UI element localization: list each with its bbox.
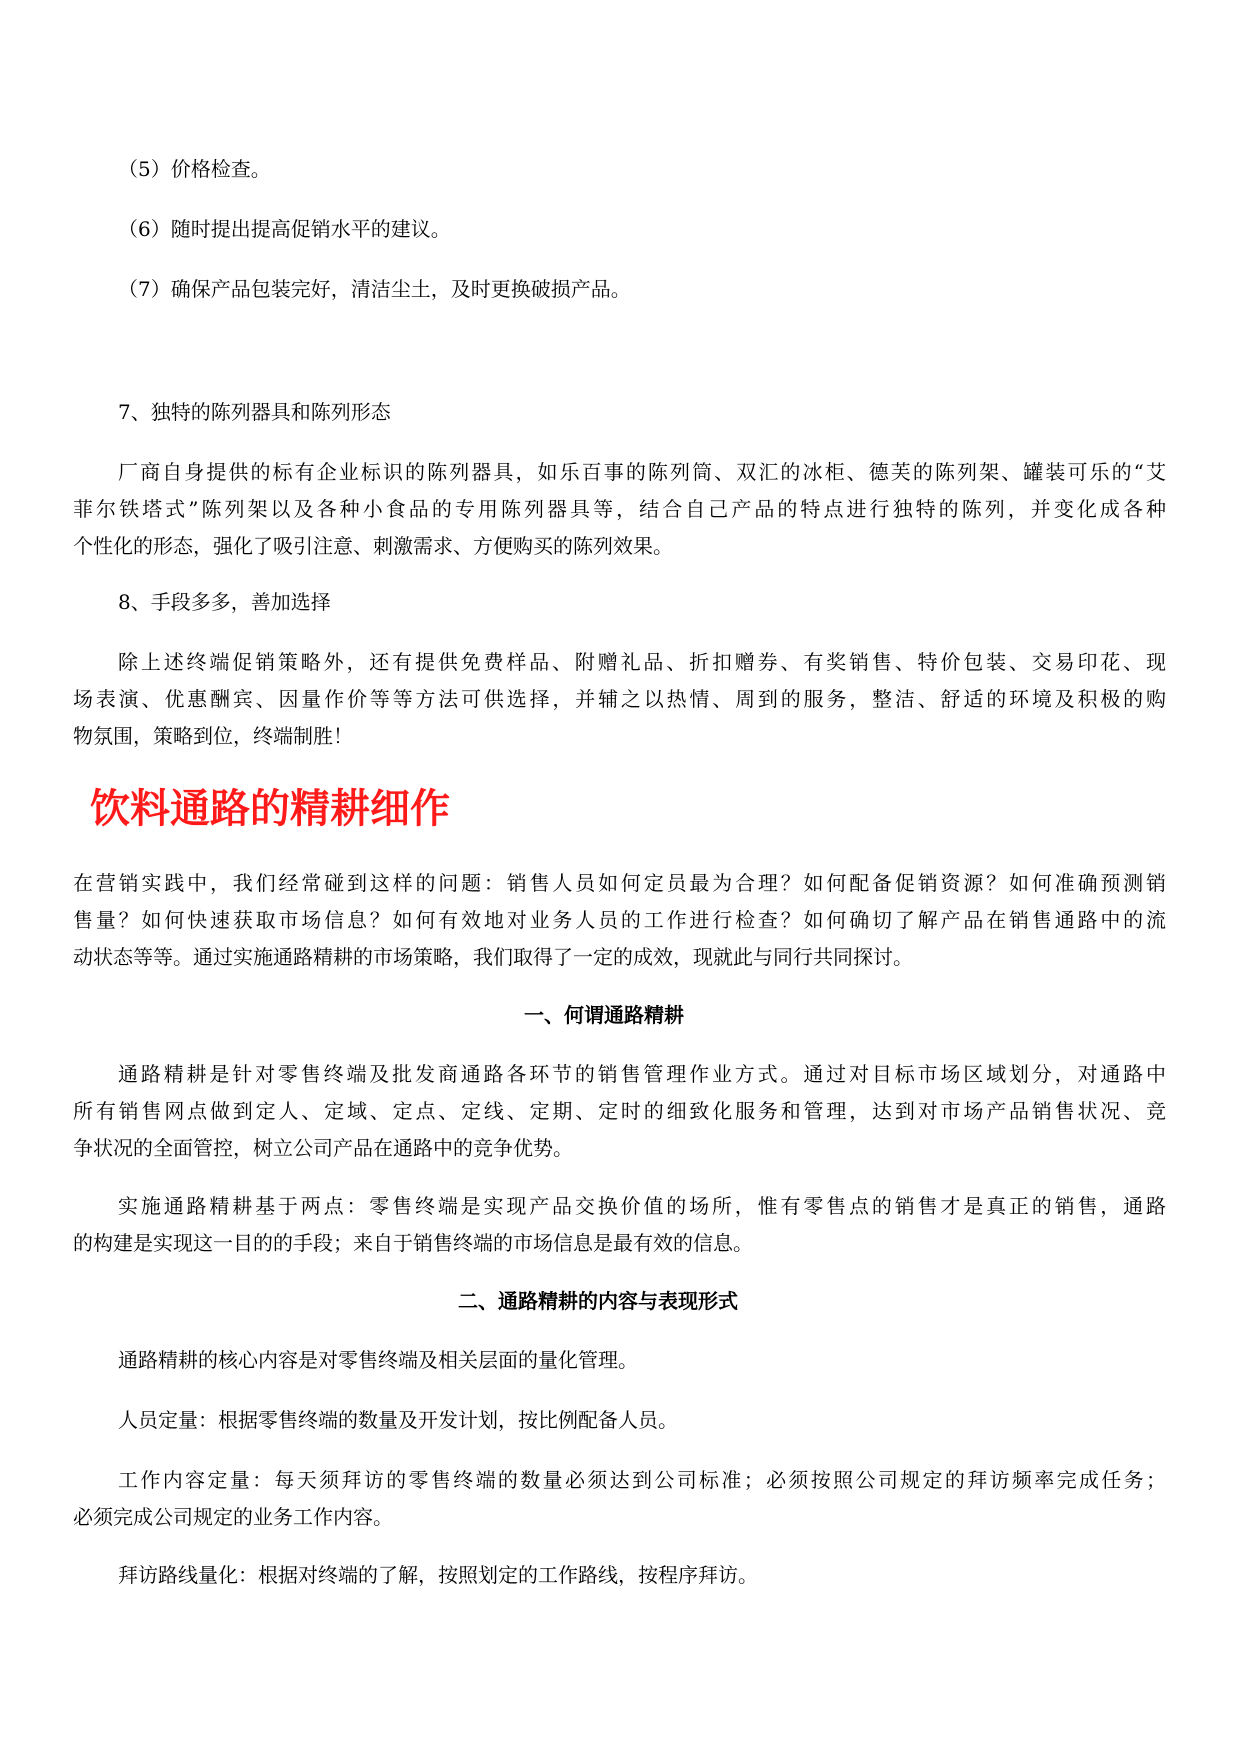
- intro-line: 售量？如何快速获取市场信息？如何有效地对业务人员的工作进行检查？如何确切了解产品在销售通路中的流: [73, 908, 1166, 932]
- list-item-5: （5）价格检查。: [118, 157, 271, 181]
- paragraph-line: 争状况的全面管控，树立公司产品在通路中的竞争优势。: [73, 1136, 573, 1160]
- paragraph-line: 拜访路线量化：根据对终端的了解，按照划定的工作路线，按程序拜访。: [118, 1563, 758, 1587]
- section-8-line: 除上述终端促销策略外，还有提供免费样品、附赠礼品、折扣赠券、有奖销售、特价包装、交易印花、现: [118, 650, 1166, 674]
- section-7-line: 个性化的形态，强化了吸引注意、刺激需求、方便购买的陈列效果。: [73, 534, 673, 558]
- list-item-6: （6）随时提出提高促销水平的建议。: [118, 217, 451, 241]
- paragraph-line: 人员定量：根据零售终端的数量及开发计划，按比例配备人员。: [118, 1408, 678, 1432]
- paragraph-line: 必须完成公司规定的业务工作内容。: [73, 1505, 393, 1529]
- section-7-line: 菲尔铁塔式”陈列架以及各种小食品的专用陈列器具等，结合自己产品的特点进行独特的陈列，并变化成各种: [73, 497, 1166, 521]
- paragraph-line: 工作内容定量：每天须拜访的零售终端的数量必须达到公司标准；必须按照公司规定的拜访频率完成任务；: [118, 1468, 1166, 1492]
- article-title: 饮料通路的精耕细作: [90, 786, 450, 832]
- intro-line: 在营销实践中，我们经常碰到这样的问题：销售人员如何定员最为合理？如何配备促销资源？如何准确预测销: [73, 871, 1166, 895]
- section-8-heading: 8、手段多多，善加选择: [118, 590, 331, 614]
- paragraph-line: 通路精耕的核心内容是对零售终端及相关层面的量化管理。: [118, 1348, 638, 1372]
- section-heading-1: 一、何谓通路精耕: [524, 1003, 684, 1027]
- paragraph-line: 通路精耕是针对零售终端及批发商通路各环节的销售管理作业方式。通过对目标市场区域划分，对通路中: [118, 1062, 1166, 1086]
- intro-line: 动状态等等。通过实施通路精耕的市场策略，我们取得了一定的成效，现就此与同行共同探讨。: [73, 945, 913, 969]
- section-7-heading: 7、独特的陈列器具和陈列形态: [118, 400, 391, 424]
- section-8-line: 场表演、优惠酬宾、因量作价等等方法可供选择，并辅之以热情、周到的服务，整洁、舒适的环境及积极的购: [73, 687, 1166, 711]
- section-7-line: 厂商自身提供的标有企业标识的陈列器具，如乐百事的陈列筒、双汇的冰柜、德芙的陈列架、罐装可乐的“艾: [118, 460, 1166, 484]
- paragraph-line: 所有销售网点做到定人、定域、定点、定线、定期、定时的细致化服务和管理，达到对市场产品销售状况、竞: [73, 1099, 1166, 1123]
- list-item-7: （7）确保产品包装完好，清洁尘土，及时更换破损产品。: [118, 277, 631, 301]
- paragraph-line: 的构建是实现这一目的的手段；来自于销售终端的市场信息是最有效的信息。: [73, 1231, 753, 1255]
- section-heading-2: 二、通路精耕的内容与表现形式: [458, 1289, 738, 1313]
- paragraph-line: 实施通路精耕基于两点：零售终端是实现产品交换价值的场所，惟有零售点的销售才是真正的销售，通路: [118, 1194, 1166, 1218]
- section-8-line: 物氛围，策略到位，终端制胜！: [73, 724, 353, 748]
